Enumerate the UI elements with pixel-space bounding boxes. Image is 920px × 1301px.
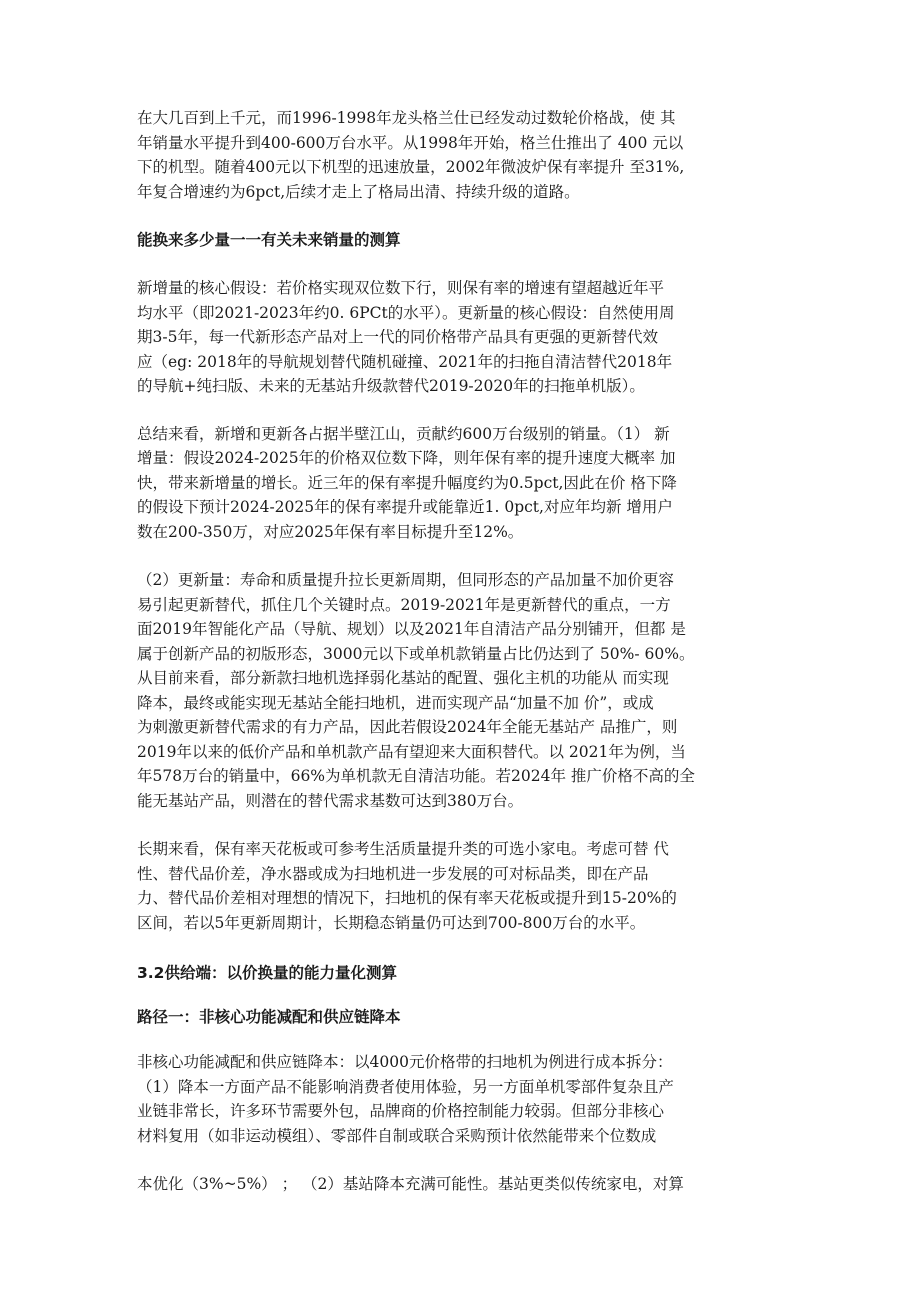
text-line: 年578万台的销量中，66%为单机款无自清洁功能。若2024年 推广价格不高的全 <box>137 767 695 785</box>
text-line: 快，带来新增量的增长。近三年的保有率提升幅度约为0.5pct,因此在价 格下降 <box>137 473 677 492</box>
text-line: 的导航+纯扫版、未来的无基站升级款替代2019-2020年的扫拖单机版）。 <box>137 377 645 395</box>
text-line: 2019年以来的低价产品和单机款产品有望迎来大面积替代。以 2021年为例，当 <box>137 742 686 761</box>
text-line: 材料复用（如非运动模组）、零部件自制或联合采购预计依然能带来个位数成 <box>137 1126 657 1145</box>
text-line: 的假设下预计2024-2025年的保有率提升或能靠近1. 0pct,对应年均新 增用户 <box>137 498 673 516</box>
text-line: 期3-5年，每一代新形态产品对上一代的同价格带产品具有更强的更新替代效 <box>137 328 658 346</box>
text-line: 非核心功能减配和供应链降本：以4000元价格带的扫地机为例进行成本拆分： <box>137 1053 673 1071</box>
text-line: 在大几百到上千元，而1996-1998年龙头格兰仕已经发动过数轮价格战，使 其 <box>137 109 676 127</box>
section-heading-supply-side: 3.2供给端：以价换量的能力量化测算 <box>137 964 397 982</box>
text-line: 能无基站产品，则潜在的替代需求基数可达到380万台。 <box>137 791 524 810</box>
text-line: 本优化（3%~5%） ； （2）基站降本充满可能性。基站更类似传统家电，对算 <box>137 1175 684 1193</box>
text-line: 增量：假设2024-2025年的价格双位数下降，则年保有率的提升速度大概率 加 <box>137 449 676 467</box>
text-line: 从目前来看，部分新款扫地机选择弱化基站的配置、强化主机的功能从 而实现 <box>137 669 669 687</box>
paragraph-cost-breakdown <box>137 1050 787 1148</box>
subsection-heading-path-one: 路径一：非核心功能减配和供应链降本 <box>137 1008 401 1026</box>
text-line: 均水平（即2021-2023年约0. 6PCt的水平）。更新量的核心假设：自然使用周 <box>137 303 675 322</box>
text-line: 性、替代品价差，净水器或成为扫地机进一步发展的可对标品类，即在产品 <box>137 864 649 883</box>
text-line: 面2019年智能化产品（导航、规划）以及2021年自清洁产品分别铺开，但都 是 <box>137 620 686 638</box>
paragraph-long-term-ceiling <box>137 837 787 935</box>
text-line: 属于创新产品的初版形态，3000元以下或单机款销量占比仍达到了 50%- 60%。 <box>137 644 695 663</box>
paragraph-cost-optimization <box>137 1172 787 1197</box>
text-line: 长期来看，保有率天花板或可参考生活质量提升类的可选小家电。考虑可替 代 <box>137 840 669 858</box>
paragraph-summary-new-increment <box>137 422 787 545</box>
text-line: 新增量的核心假设：若价格实现双位数下行，则保有率的增速有望超越近年平 <box>137 279 665 297</box>
text-line: 年销量水平提升到400-600万台水平。从1998年开始，格兰仕推出了 400 元以 <box>137 133 684 152</box>
text-line: 为刺激更新替代需求的有力产品，因此若假设2024年全能无基站产 品推广，则 <box>137 718 678 736</box>
text-line: 区间，若以5年更新周期计，长期稳态销量仍可达到700-800万台的水平。 <box>137 913 646 932</box>
text-line: 业链非常长，许多环节需要外包，品牌商的价格控制能力较弱。但部分非核心 <box>137 1102 665 1120</box>
text-line: 降本，最终或能实现无基站全能扫地机，进而实现产品“加量不加 价”，或成 <box>137 693 654 712</box>
text-line: 年复合增速约为6pct,后续才走上了格局出清、持续升级的道路。 <box>137 182 580 201</box>
text-line: 力、替代品价差相对理想的情况下，扫地机的保有率天花板或提升到15-20%的 <box>137 889 677 907</box>
text-line: （1）降本一方面产品不能影响消费者使用体验，另一方面单机零部件复杂且产 <box>137 1077 674 1096</box>
text-line: 数在200-350万，对应2025年保有率目标提升至12%。 <box>137 522 524 541</box>
text-line: （2）更新量：寿命和质量提升拉长更新周期，但同形态的产品加量不加价更容 <box>137 571 674 589</box>
text-line: 下的机型。随着400元以下机型的迅速放量，2002年微波炉保有率提升 至31%, <box>137 158 685 176</box>
text-line: 总结来看，新增和更新各占据半壁江山，贡献约600万台级别的销量。（1） 新 <box>137 424 670 443</box>
section-heading-future-sales: 能换来多少量一一有关未来销量的测算 <box>137 231 401 249</box>
text-line: 易引起更新替代，抓住几个关键时点。2019-2021年是更新替代的重点，一方 <box>137 595 671 614</box>
document-body <box>137 106 787 1197</box>
paragraph-core-assumptions <box>137 276 787 399</box>
paragraph-microwave-history <box>137 106 787 204</box>
text-line: 应（eg: 2018年的导航规划替代随机碰撞、2021年的扫拖自清洁替代2018年 <box>137 352 673 371</box>
paragraph-replacement-volume <box>137 568 787 813</box>
